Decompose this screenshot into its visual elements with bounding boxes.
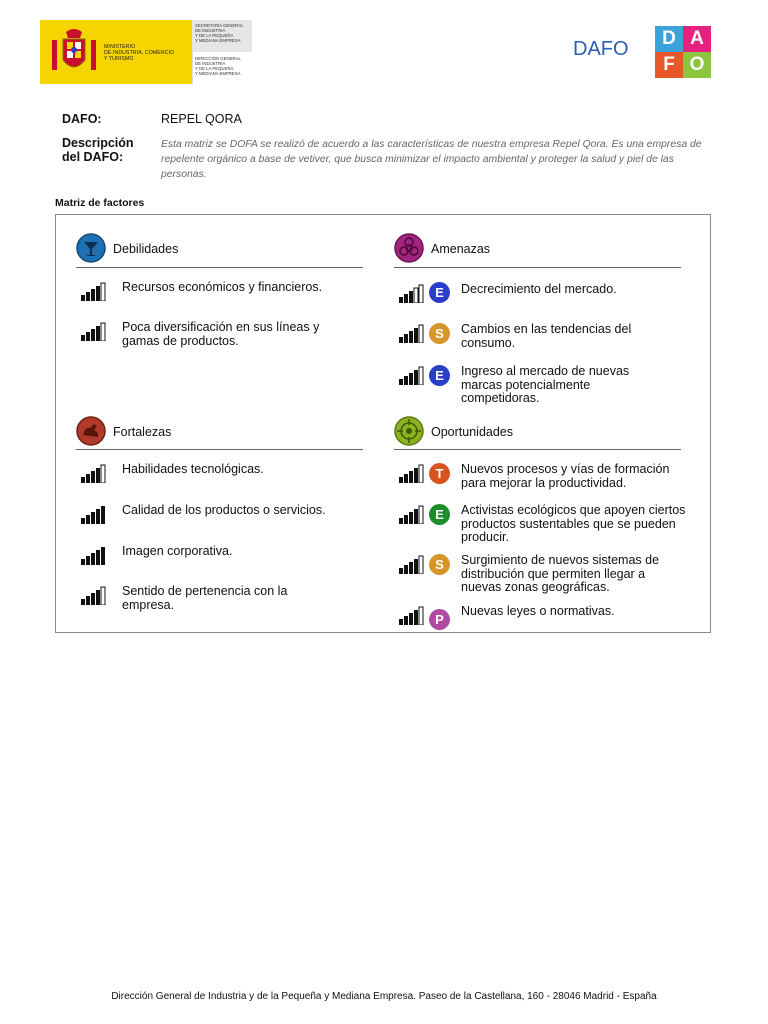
level-bars-icon [398,463,424,483]
level-bar [399,619,403,625]
level-bars-icon [80,281,106,301]
level-bar [414,370,418,385]
level-bar [409,331,413,343]
level-bar [91,329,95,341]
level-bar [404,515,408,524]
level-bar [101,506,105,524]
section-label: Debilidades [113,242,179,256]
level-bar [414,509,418,524]
badge-t-icon: T [429,463,450,484]
dafo-value: REPEL QORA [161,112,242,126]
level-bar [404,616,408,625]
description-label-line1: Descripción [62,136,134,150]
badge-e-icon: E [429,282,450,303]
level-bar [81,559,85,565]
dafo-label: DAFO: [62,112,102,126]
level-bar [419,506,423,524]
level-bar [91,593,95,605]
section-label: Fortalezas [113,425,172,439]
level-bar [399,297,403,303]
page-footer: Dirección General de Industria y de la Pequeña y Mediana Empresa. Paseo de la Castellana, 160 - 28046 Madrid - España [111,991,657,1002]
level-bars-icon [398,504,424,524]
level-bar [414,559,418,574]
level-bar [101,283,105,301]
amenazas-icon [394,233,424,263]
level-bar [409,613,413,625]
level-bar [96,468,100,483]
level-bar [81,518,85,524]
level-bar [101,323,105,341]
badge-p-icon: P [429,609,450,630]
level-bar [81,335,85,341]
level-bar [86,332,90,341]
level-bar [96,509,100,524]
level-bar [404,376,408,385]
level-bar [399,477,403,483]
level-bars-icon [398,365,424,385]
section-divider [76,267,363,268]
level-bar [86,292,90,301]
level-bar [414,328,418,343]
level-bar [91,471,95,483]
section-divider [394,267,681,268]
level-bar [86,515,90,524]
badge-s-icon: S [429,323,450,344]
level-bar [419,325,423,343]
level-bar [399,568,403,574]
section-divider [394,449,681,450]
fortalezas-icon [76,416,106,446]
level-bar [419,465,423,483]
level-bars-icon [398,323,424,343]
level-bar [96,286,100,301]
level-bars-icon [398,605,424,625]
level-bar [409,471,413,483]
level-bar [414,610,418,625]
level-bars-icon [80,463,106,483]
level-bar [409,291,413,303]
level-bar [409,373,413,385]
level-bar [91,553,95,565]
dafo-description: Esta matriz se DOFA se realizó de acuerdo a las características de nuestra empresa Repel Qora. Es una empresa de repelente orgánico a base de vetiver, que busca minimizar el impacto ambiental y proteger la salud y piel de las personas. [161,139,702,180]
level-bars-icon [80,321,106,341]
debilidades-icon [76,233,106,263]
level-bar [404,334,408,343]
badge-e-icon: E [429,365,450,386]
level-bar [96,550,100,565]
secretaria-name: SECRETARÍA GENERAL DE INDUSTRIA Y DE LA PEQUEÑA Y MEDIANA EMPRESA [195,23,244,43]
level-bar [86,474,90,483]
dafo-logo-o: O [683,52,711,78]
level-bars-icon [80,585,106,605]
level-bar [409,512,413,524]
page-title: DAFO [573,38,629,60]
dafo-logo [655,26,711,78]
section-divider [76,449,363,450]
level-bar [101,587,105,605]
level-bar [414,288,418,303]
badge-e-icon: E [429,504,450,525]
level-bar [399,379,403,385]
level-bar [96,590,100,605]
ministry-name: MINISTERIO DE INDUSTRIA, COMERCIO Y TURISMO [104,44,175,62]
section-label: Oportunidades [431,425,514,439]
government-logo [40,20,252,84]
dafo-logo-a: A [683,26,711,52]
level-bar [86,596,90,605]
level-bars-icon [398,283,424,303]
level-bar [91,289,95,301]
section-label: Amenazas [431,242,491,256]
level-bar [101,547,105,565]
level-bar [81,477,85,483]
dafo-logo-f: F [655,52,683,78]
level-bar [404,565,408,574]
level-bar [419,367,423,385]
spain-crest-icon [50,26,98,78]
level-bars-icon [398,554,424,574]
level-bar [81,295,85,301]
level-bar [419,607,423,625]
description-label-line2: del DAFO: [62,150,124,164]
level-bars-icon [80,545,106,565]
level-bar [399,518,403,524]
level-bar [404,294,408,303]
factor-matrix: Debilidades Recursos económicos y financieros. Poca diversificación en sus líneas y gamas de productos. Amenazas E Decrecimiento del mercado. S Cambios en las tendencias del consumo. E Ingreso al mercado de nuevas marcas potencialmente competidoras. Fortalezas Habilidades tecnológicas. Calidad de los productos o servicios. Imagen corporativa. Sentido de pertenencia con la empresa. Oportunidades T Nuevos procesos y vías de formación para mejorar la productividad. E Activistas ecológicos que apoyen ciertos productos sustentables que se pueden producir. S Surgimiento de nuevos sistemas de distribución que permiten llegar a nuevas zonas geográficas. P Nuevas leyes o normativas. [55,214,711,633]
direccion-name: DIRECCIÓN GENERAL DE INDUSTRIA Y DE LA PEQUEÑA Y MEDIANA EMPRESA [195,56,241,76]
dafo-logo-d: D [655,26,683,52]
level-bar [409,562,413,574]
level-bar [91,512,95,524]
level-bar [414,468,418,483]
level-bar [81,599,85,605]
matrix-title: Matriz de factores [55,197,145,209]
level-bar [419,556,423,574]
badge-s-icon: S [429,554,450,575]
level-bar [399,337,403,343]
level-bar [86,556,90,565]
level-bars-icon [80,504,106,524]
level-bar [101,465,105,483]
level-bar [96,326,100,341]
level-bar [419,285,423,303]
level-bar [404,474,408,483]
oportunidades-icon [394,416,424,446]
